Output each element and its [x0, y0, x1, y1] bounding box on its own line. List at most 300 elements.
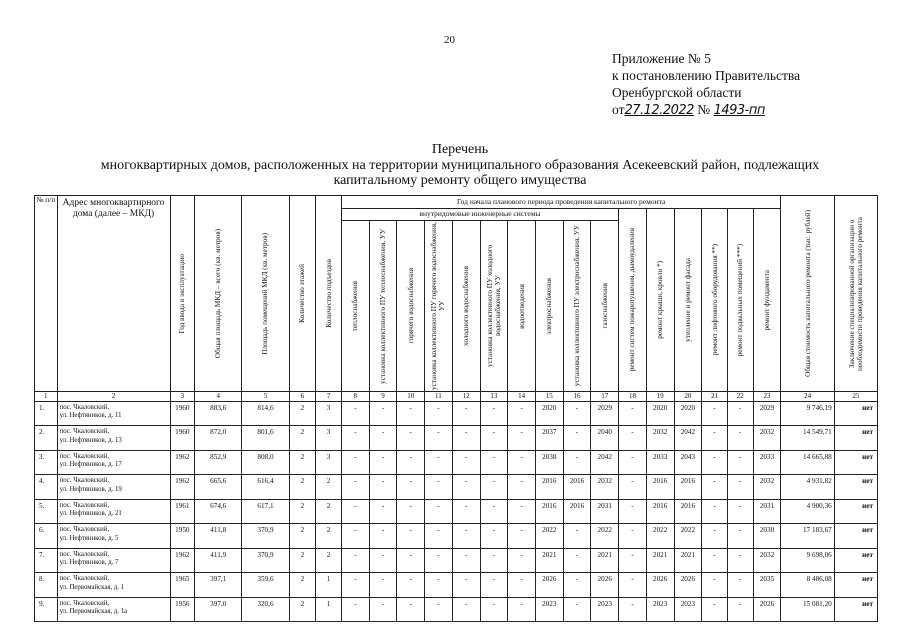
header-c9: установка коллективного ПУ теплоснабжения, УУ: [369, 221, 397, 392]
row-cell-c8: -: [341, 401, 369, 426]
row-cell-c14: -: [508, 597, 536, 622]
column-number: 22: [727, 392, 753, 402]
address-line-2: ул. Нефтяников, д. 13: [59, 436, 122, 444]
row-cell-c19: 2021: [646, 548, 674, 573]
row-cell-c18: -: [619, 573, 647, 598]
document-title: [40, 142, 880, 189]
row-cell-c17: 2023: [591, 597, 619, 622]
row-cell-c17: 2040: [591, 426, 619, 451]
row-cell-c12: -: [452, 450, 480, 475]
repair-table: [34, 195, 878, 622]
row-number: 9.: [35, 597, 58, 622]
row-cell-c19: 2026: [646, 573, 674, 598]
column-number: 23: [753, 392, 781, 402]
row-address: [57, 548, 170, 573]
row-cell-c20: 2026: [674, 573, 702, 598]
column-number: 3: [170, 392, 195, 402]
row-conclusion: нет: [834, 524, 877, 549]
row-cell-c17: 2031: [591, 499, 619, 524]
row-cost: 14 549,71: [781, 426, 834, 451]
header-c11: установка коллективного ПУ горячего водоснабжения, УУ: [425, 221, 453, 392]
column-number: 10: [397, 392, 425, 402]
row-cell-c20: 2021: [674, 548, 702, 573]
row-cell-c11: -: [425, 499, 453, 524]
row-cell-c22: -: [727, 597, 753, 622]
table-row: [35, 524, 878, 549]
appendix-block: [612, 50, 800, 119]
row-cell-c14: -: [508, 548, 536, 573]
row-cell-c12: -: [452, 426, 480, 451]
row-cell-c15: 2023: [535, 597, 563, 622]
address-line-2: ул. Нефтяников, д. 19: [59, 485, 122, 493]
column-number: 1: [35, 392, 58, 402]
row-cell-c20: 2023: [674, 597, 702, 622]
row-cell-c21: -: [702, 401, 728, 426]
row-cell-c23: 2033: [753, 450, 781, 475]
address-line-1: пос. Чкаловский,: [59, 477, 110, 484]
row-cell-c23: 2030: [753, 524, 781, 549]
row-conclusion: нет: [834, 475, 877, 500]
row-cell-c10: -: [397, 548, 425, 573]
row-year: 1962: [170, 548, 195, 573]
row-total-area: 411,8: [195, 524, 242, 549]
row-floors: 2: [289, 524, 316, 549]
row-cell-c14: -: [508, 475, 536, 500]
address-line-2: ул. Первомайская, д. 1а: [59, 608, 128, 615]
row-cell-c19: 2020: [646, 401, 674, 426]
header-c21: ремонт лифтового оборудования **): [702, 209, 728, 392]
column-number: 6: [289, 392, 316, 402]
column-number: 16: [563, 392, 591, 402]
row-cost: 4 931,82: [781, 475, 834, 500]
row-year: 1960: [170, 401, 195, 426]
row-cell-c12: -: [452, 597, 480, 622]
row-conclusion: нет: [834, 499, 877, 524]
row-cell-c17: 2026: [591, 573, 619, 598]
row-entrances: 3: [316, 426, 342, 451]
row-year: 1961: [170, 499, 195, 524]
row-cell-c18: -: [619, 475, 647, 500]
row-entrances: 2: [316, 475, 342, 500]
row-entrances: 2: [316, 499, 342, 524]
table-row: [35, 475, 878, 500]
row-cell-c17: 2042: [591, 450, 619, 475]
row-conclusion: нет: [834, 401, 877, 426]
row-floors: 2: [289, 573, 316, 598]
row-cell-c16: -: [563, 450, 591, 475]
row-cell-c18: -: [619, 524, 647, 549]
row-number: 5.: [35, 499, 58, 524]
table-row: [35, 573, 878, 598]
row-cell-c12: -: [452, 524, 480, 549]
row-cell-c8: -: [341, 573, 369, 598]
row-cell-c20: 2042: [674, 426, 702, 451]
header-c15: электроснабжения: [535, 221, 563, 392]
row-cell-c23: 2031: [753, 499, 781, 524]
row-cell-c17: 2032: [591, 475, 619, 500]
row-year: 1960: [170, 426, 195, 451]
row-floors: 2: [289, 548, 316, 573]
column-number: 19: [646, 392, 674, 402]
address-line-1: пос. Чкаловский,: [59, 452, 110, 460]
row-cell-c18: -: [619, 548, 647, 573]
row-cell-c23: 2032: [753, 475, 781, 500]
row-cell-c17: 2022: [591, 524, 619, 549]
row-cell-c10: -: [397, 573, 425, 598]
row-room-area: 617,1: [242, 499, 289, 524]
appendix-line-3: Оренбургской области: [612, 85, 742, 100]
row-address: [57, 475, 170, 500]
header-c19: ремонт крыши, кровли *): [646, 209, 674, 392]
row-cell-c8: -: [341, 426, 369, 451]
row-conclusion: нет: [834, 426, 877, 451]
row-cell-c21: -: [702, 524, 728, 549]
address-line-1: пос. Чкаловский,: [59, 526, 110, 533]
row-cell-c13: -: [480, 426, 508, 451]
row-cell-c13: -: [480, 499, 508, 524]
row-cost: 4 900,36: [781, 499, 834, 524]
column-number: 2: [57, 392, 170, 402]
row-cell-c23: 2032: [753, 548, 781, 573]
address-line-1: пос. Чкаловский,: [59, 501, 110, 509]
header-c24: Общая стоимость капитального ремонта (тыс. рублей): [781, 196, 834, 392]
column-number: 8: [341, 392, 369, 402]
row-year: 1956: [170, 597, 195, 622]
row-floors: 2: [289, 450, 316, 475]
row-cell-c9: -: [369, 573, 397, 598]
row-cell-c9: -: [369, 548, 397, 573]
appendix-line-1: Приложение № 5: [612, 51, 711, 66]
row-cell-c14: -: [508, 499, 536, 524]
row-cell-c15: 2038: [535, 450, 563, 475]
row-total-area: 674,6: [195, 499, 242, 524]
row-total-area: 883,6: [195, 401, 242, 426]
column-number: 15: [535, 392, 563, 402]
row-cell-c14: -: [508, 426, 536, 451]
row-cell-c20: 2016: [674, 499, 702, 524]
row-conclusion: нет: [834, 450, 877, 475]
row-cell-c20: 2020: [674, 401, 702, 426]
row-entrances: 1: [316, 573, 342, 598]
row-total-area: 665,6: [195, 475, 242, 500]
row-cell-c21: -: [702, 573, 728, 598]
column-number-row: [35, 392, 878, 402]
column-number: 11: [425, 392, 453, 402]
address-line-2: ул. Нефтяников, д. 5: [59, 534, 119, 542]
table-row: [35, 426, 878, 451]
header-floors: Количество этажей: [289, 196, 316, 392]
row-cell-c9: -: [369, 499, 397, 524]
row-cell-c23: 2035: [753, 573, 781, 598]
row-cell-c13: -: [480, 597, 508, 622]
table-row: [35, 548, 878, 573]
row-cell-c13: -: [480, 401, 508, 426]
row-year: 1962: [170, 475, 195, 500]
row-number: 4.: [35, 475, 58, 500]
row-total-area: 411,9: [195, 548, 242, 573]
appendix-date-prefix: от: [612, 102, 625, 117]
row-number: 2.: [35, 426, 58, 451]
table-row: [35, 450, 878, 475]
row-number: 3.: [35, 450, 58, 475]
title-line-1: Перечень: [431, 142, 489, 157]
header-c13: установка коллективного ПУ холодного водоснабжения, УУ: [480, 221, 508, 392]
row-number: 8.: [35, 573, 58, 598]
header-c10: горячего водоснабжения: [397, 221, 425, 392]
header-engineering-group: внутридомовые инженерные системы: [341, 209, 618, 221]
header-c22: ремонт подвальных помещений ***): [727, 209, 753, 392]
row-cell-c22: -: [727, 573, 753, 598]
row-cell-c8: -: [341, 450, 369, 475]
header-plan-group: Год начала планового периода проведения капитального ремонта: [341, 196, 780, 209]
row-address: [57, 524, 170, 549]
row-cell-c16: -: [563, 524, 591, 549]
row-entrances: 2: [316, 524, 342, 549]
row-cell-c16: 2016: [563, 499, 591, 524]
appendix-number-label: №: [697, 102, 711, 117]
row-cell-c19: 2022: [646, 524, 674, 549]
header-total-area: Общая площадь МКД – всего (кв. метров): [195, 196, 242, 392]
row-cell-c22: -: [727, 499, 753, 524]
row-cell-c15: 2016: [535, 499, 563, 524]
row-cell-c9: -: [369, 597, 397, 622]
appendix-line-4: [612, 101, 800, 119]
row-room-area: 359,6: [242, 573, 289, 598]
row-cell-c18: -: [619, 401, 647, 426]
row-cell-c22: -: [727, 524, 753, 549]
row-cell-c18: -: [619, 426, 647, 451]
row-conclusion: нет: [834, 597, 877, 622]
header-c12: холодного водоснабжения: [452, 221, 480, 392]
row-cell-c12: -: [452, 548, 480, 573]
row-entrances: 1: [316, 597, 342, 622]
table-row: [35, 597, 878, 622]
row-cost: 9 746,19: [781, 401, 834, 426]
address-line-2: ул. Нефтяников, д. 21: [59, 510, 122, 517]
header-c17: газоснабжения: [591, 221, 619, 392]
table-row: [35, 499, 878, 524]
row-cell-c20: 2016: [674, 475, 702, 500]
row-cell-c14: -: [508, 450, 536, 475]
row-cell-c8: -: [341, 524, 369, 549]
column-number: 17: [591, 392, 619, 402]
appendix-number: 1493-пп: [713, 103, 765, 118]
row-cell-c23: 2029: [753, 401, 781, 426]
row-cell-c13: -: [480, 524, 508, 549]
column-number: 21: [702, 392, 728, 402]
row-cell-c16: -: [563, 573, 591, 598]
row-number: 1.: [35, 401, 58, 426]
row-cost: 9 698,06: [781, 548, 834, 573]
header-c18: ремонт систем пожаротушения, дымоудаления: [619, 209, 647, 392]
row-cell-c14: -: [508, 524, 536, 549]
column-number: 18: [619, 392, 647, 402]
row-cell-c23: 2032: [753, 426, 781, 451]
row-cell-c22: -: [727, 475, 753, 500]
row-cost: 8 486,08: [781, 573, 834, 598]
row-cost: 17 183,67: [781, 524, 834, 549]
row-cell-c21: -: [702, 499, 728, 524]
row-number: 7.: [35, 548, 58, 573]
row-address: [57, 573, 170, 598]
row-address: [57, 597, 170, 622]
row-room-area: 370,9: [242, 548, 289, 573]
column-number: 13: [480, 392, 508, 402]
row-cell-c17: 2021: [591, 548, 619, 573]
row-cell-c18: -: [619, 499, 647, 524]
row-cell-c22: -: [727, 426, 753, 451]
row-room-area: 616,4: [242, 475, 289, 500]
title-line-2: многоквартирных домов, расположенных на территории муниципального образования Асекеевский район, подлежащих: [100, 157, 820, 173]
row-cell-c10: -: [397, 450, 425, 475]
row-cell-c22: -: [727, 450, 753, 475]
row-cell-c10: -: [397, 401, 425, 426]
row-cell-c21: -: [702, 475, 728, 500]
row-cell-c19: 2032: [646, 426, 674, 451]
address-line-1: пос. Чкаловский,: [59, 550, 110, 558]
row-room-area: 320,6: [242, 597, 289, 622]
row-cell-c11: -: [425, 573, 453, 598]
row-cell-c21: -: [702, 426, 728, 451]
address-line-2: ул. Нефтяников, д. 11: [59, 412, 122, 419]
column-number: 7: [316, 392, 342, 402]
row-address: [57, 426, 170, 451]
row-year: 1950: [170, 524, 195, 549]
row-cell-c12: -: [452, 401, 480, 426]
row-cell-c8: -: [341, 475, 369, 500]
row-cell-c16: -: [563, 548, 591, 573]
header-c25: Заключение специализированной организации о необходимости проведения капитального ремонта: [834, 196, 877, 392]
header-room-area: Площадь помещений МКД (кв. метров): [242, 196, 289, 392]
row-cell-c11: -: [425, 426, 453, 451]
row-cell-c11: -: [425, 597, 453, 622]
row-cell-c20: 2022: [674, 524, 702, 549]
header-address: Адрес многоквартирного дома (далее – МКД): [57, 196, 170, 392]
address-line-2: ул. Нефтяников, д. 17: [59, 461, 122, 468]
row-room-area: 370,9: [242, 524, 289, 549]
row-year: 1965: [170, 573, 195, 598]
row-cell-c13: -: [480, 573, 508, 598]
column-number: 5: [242, 392, 289, 402]
header-entrances: Количество подъездов: [316, 196, 342, 392]
row-cell-c16: -: [563, 597, 591, 622]
row-entrances: 2: [316, 548, 342, 573]
address-line-2: ул. Первомайская, д. 1: [59, 583, 125, 591]
row-conclusion: нет: [834, 548, 877, 573]
row-cell-c9: -: [369, 401, 397, 426]
row-cell-c14: -: [508, 401, 536, 426]
row-cell-c22: -: [727, 548, 753, 573]
appendix-line-2: к постановлению Правительства: [612, 68, 801, 83]
row-cell-c16: 2016: [563, 475, 591, 500]
row-cell-c12: -: [452, 573, 480, 598]
row-floors: 2: [289, 475, 316, 500]
row-floors: 2: [289, 401, 316, 426]
row-cell-c16: -: [563, 426, 591, 451]
row-number: 6.: [35, 524, 58, 549]
table-row: [35, 401, 878, 426]
header-c8: теплоснабжения: [341, 221, 369, 392]
row-address: [57, 401, 170, 426]
row-cost: 15 081,20: [781, 597, 834, 622]
row-cell-c16: -: [563, 401, 591, 426]
row-cell-c19: 2016: [646, 499, 674, 524]
row-address: [57, 450, 170, 475]
row-entrances: 3: [316, 401, 342, 426]
header-c20: утепление и ремонт фасада: [674, 209, 702, 392]
row-total-area: 397,0: [195, 597, 242, 622]
row-cell-c19: 2033: [646, 450, 674, 475]
row-cell-c13: -: [480, 475, 508, 500]
row-cell-c15: 2016: [535, 475, 563, 500]
column-number: 14: [508, 392, 536, 402]
row-cell-c13: -: [480, 548, 508, 573]
header-c23: ремонт фундамента: [753, 209, 781, 392]
row-year: 1962: [170, 450, 195, 475]
address-line-1: пос. Чкаловский,: [59, 599, 110, 607]
row-cell-c12: -: [452, 475, 480, 500]
column-number: 24: [781, 392, 834, 402]
row-cell-c13: -: [480, 450, 508, 475]
row-cell-c19: 2023: [646, 597, 674, 622]
address-line-1: пос. Чкаловский,: [59, 428, 110, 435]
row-cell-c9: -: [369, 426, 397, 451]
row-room-area: 814,6: [242, 401, 289, 426]
row-cell-c15: 2022: [535, 524, 563, 549]
row-total-area: 397,1: [195, 573, 242, 598]
row-cell-c17: 2029: [591, 401, 619, 426]
row-total-area: 872,0: [195, 426, 242, 451]
row-cell-c15: 2037: [535, 426, 563, 451]
title-line-3: капитальному ремонту общего имущества: [333, 173, 587, 188]
row-conclusion: нет: [834, 573, 877, 598]
row-cell-c22: -: [727, 401, 753, 426]
row-cell-c21: -: [702, 548, 728, 573]
row-cost: 14 665,88: [781, 450, 834, 475]
row-cell-c21: -: [702, 597, 728, 622]
row-cell-c15: 2020: [535, 401, 563, 426]
header-c14: водоотведения: [508, 221, 536, 392]
row-floors: 2: [289, 499, 316, 524]
row-cell-c11: -: [425, 475, 453, 500]
row-cell-c10: -: [397, 597, 425, 622]
header-c16: установка коллективного ПУ электроснабжения, УУ: [563, 221, 591, 392]
row-cell-c11: -: [425, 401, 453, 426]
row-cell-c21: -: [702, 450, 728, 475]
row-cell-c10: -: [397, 475, 425, 500]
row-cell-c23: 2026: [753, 597, 781, 622]
row-cell-c15: 2021: [535, 548, 563, 573]
row-cell-c12: -: [452, 499, 480, 524]
header-num: № п/п: [35, 196, 58, 392]
row-cell-c11: -: [425, 524, 453, 549]
row-address: [57, 499, 170, 524]
row-cell-c8: -: [341, 548, 369, 573]
address-line-1: пос. Чкаловский,: [59, 575, 110, 582]
row-cell-c20: 2043: [674, 450, 702, 475]
row-total-area: 852,9: [195, 450, 242, 475]
row-cell-c14: -: [508, 573, 536, 598]
row-cell-c18: -: [619, 597, 647, 622]
row-entrances: 3: [316, 450, 342, 475]
appendix-date: 27.12.2022: [624, 103, 694, 118]
row-cell-c15: 2026: [535, 573, 563, 598]
row-cell-c10: -: [397, 524, 425, 549]
column-number: 9: [369, 392, 397, 402]
column-number: 20: [674, 392, 702, 402]
page-number: 20: [444, 34, 455, 46]
address-line-2: ул. Нефтяников, д. 7: [59, 559, 119, 566]
